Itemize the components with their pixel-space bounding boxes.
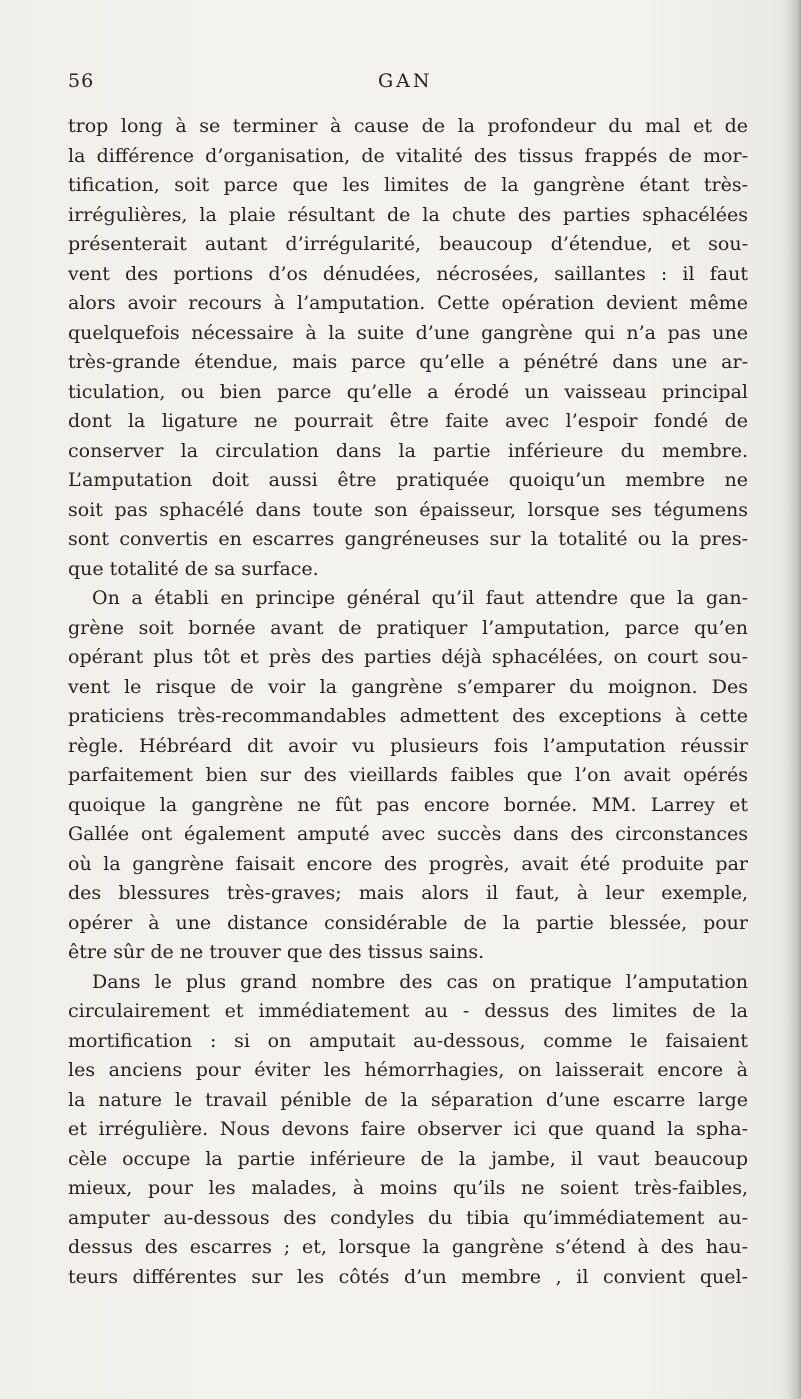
text-line: les anciens pour éviter les hémorrhagies, on laisserait encore à [68,1059,748,1081]
text-line: ticulation, ou bien parce qu’elle a érodé un vaisseau principal [68,380,748,403]
text-line: soit pas sphacélé dans toute son épaisseur, lorsque ses tégumens [68,498,748,521]
text-line: tification, soit parce que les limites de la gangrène étant très- [68,174,748,196]
text-line: sont convertis en escarres gangréneuses sur la totalité ou la pres- [68,528,748,550]
text-line: opérant plus tôt et près des parties déjà sphacélées, on court sou- [68,646,748,668]
text-line: praticiens très-recommandables admettent des exceptions à cette [68,705,748,727]
text-line: grène soit bornée avant de pratiquer l’amputation, parce qu’en [68,616,748,639]
text-line: Gallée ont également amputé avec succès dans des circonstances [68,823,748,845]
page-edge-shadow [787,0,801,1399]
text-line: être sûr de ne trouver que des tissus sains. [68,941,485,963]
text-line: alors avoir recours à l’amputation. Cette opération devient même [68,292,748,314]
page-header [68,70,748,100]
page-number: 56 [68,70,95,92]
text-line: règle. Hébréard dit avoir vu plusieurs fois l’amputation réussir [68,734,748,757]
text-line: la nature le travail pénible de la séparation d’une escarre large [68,1088,748,1111]
text-line: quoique la gangrène ne fût pas encore bornée. MM. Larrey et [68,793,748,816]
text-line: dessus des escarres ; et, lorsque la gangrène s’étend à des hau- [68,1236,748,1258]
text-line: opérer à une distance considérable de la partie blessée, pour [68,911,748,934]
text-line: trop long à se terminer à cause de la profondeur du mal et de [68,115,748,137]
text-line: des blessures très-graves; mais alors il faut, à leur exemple, [68,882,748,904]
text-line: la différence d’organisation, de vitalité des tissus frappés de mor- [68,144,748,167]
running-head: GAN [378,70,433,92]
text-line: où la gangrène faisait encore des progrès, avait été produite par [68,852,748,875]
text-line: Dans le plus grand nombre des cas on pratique l’amputation [92,970,748,993]
text-line: vent des portions d’os dénudées, nécrosées, saillantes : il faut [68,262,748,285]
text-line: parfaitement bien sur des vieillards faibles que l’on avait opérés [68,764,748,786]
text-line: quelquefois nécessaire à la suite d’une gangrène qui n’a pas une [68,321,748,344]
text-line: On a établi en principe général qu’il faut attendre que la gan- [92,587,748,609]
text-line: cèle occupe la partie inférieure de la jambe, il vaut beaucoup [68,1147,748,1170]
text-line: et irrégulière. Nous devons faire observer ici que quand la spha- [68,1118,748,1140]
text-line: présenterait autant d’irrégularité, beaucoup d’étendue, et sou- [68,233,748,255]
text-line: L’amputation doit aussi être pratiquée quoiqu’un membre ne [68,469,748,491]
text-line: que totalité de sa surface. [68,557,319,580]
text-line: conserver la circulation dans la partie inférieure du membre. [68,439,748,462]
text-line: teurs différentes sur les côtés d’un membre , il convient quel- [68,1265,748,1288]
text-line: mieux, pour les malades, à moins qu’ils ne soient très-faibles, [68,1177,748,1199]
text-line: dont la ligature ne pourrait être faite avec l’espoir fondé de [68,410,748,432]
text-line: irrégulières, la plaie résultant de la chute des parties sphacélées [68,203,748,226]
text-line: vent le risque de voir la gangrène s’emparer du moignon. Des [68,675,748,698]
text-line: très-grande étendue, mais parce qu’elle a pénétré dans une ar- [68,351,748,373]
text-line: circulairement et immédiatement au - dessus des limites de la [68,1000,748,1022]
text-line: amputer au-dessous des condyles du tibia qu’immédiatement au- [68,1206,748,1229]
text-line: mortification : si on amputait au-dessous, comme le faisaient [68,1029,748,1052]
body-text [68,112,748,1292]
